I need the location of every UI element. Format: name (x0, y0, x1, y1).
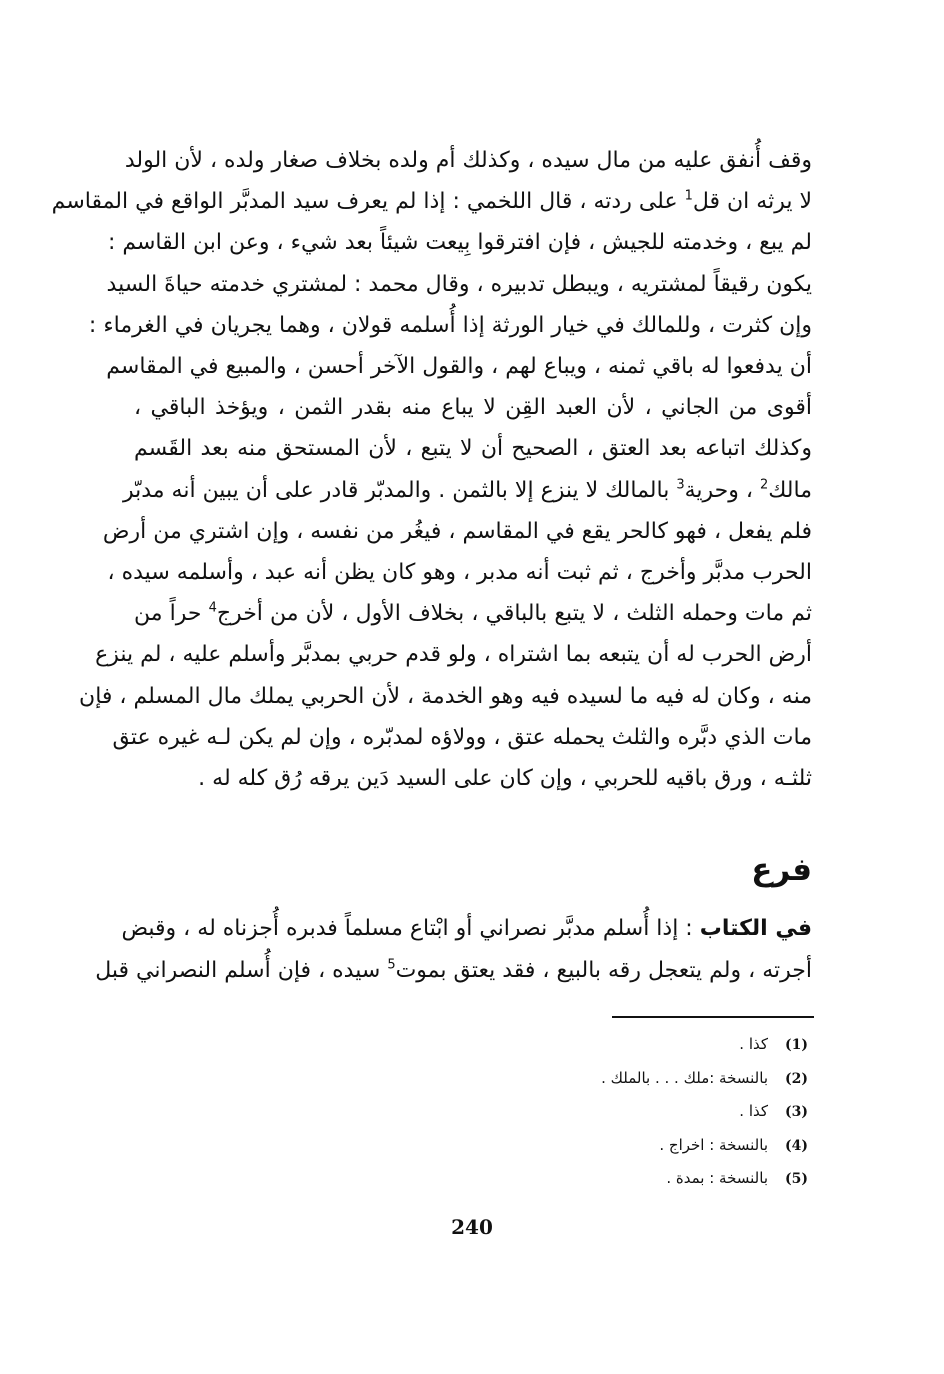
text-line-16: ثلثـه ، ورق باقيه للحربي ، وإن كان على السيد دَين يرقه رُق كله له . (198, 766, 812, 792)
footnote-text: بالنسخة : اخراج . (659, 1135, 768, 1154)
text-line-4: يكون رقيقاً لمشتريه ، ويبطل تدبيره ، وقال محمد : لمشتري خدمته حياةَ السيد (106, 271, 812, 297)
footnote-item (388, 1095, 808, 1129)
footnote-item (388, 1162, 808, 1196)
text-segment: سيده ، فإن أُسلم النصراني قبل (95, 958, 388, 983)
text-segment: مالك (768, 477, 812, 503)
section-line-1 (121, 908, 812, 950)
footnote-ref-2[interactable]: 2 (759, 477, 769, 493)
text-line-10: فلم يفعل ، فهو كالحر يقع في المقاسم ، فيغُر من نفسه ، وإن اشتري من أرض (102, 518, 812, 544)
footnote-text: بالنسخة : بمدة . (666, 1169, 768, 1187)
footnote-number: (3) (785, 1104, 808, 1120)
footnote-ref-4[interactable]: 4 (208, 600, 217, 616)
footnote-ref-5[interactable]: 5 (387, 957, 396, 973)
text-line-9 (122, 470, 812, 511)
footnote-ref-3[interactable]: 3 (676, 477, 685, 493)
text-segment: ثم مات وحمله الثلث ، لا يتبع بالباقي ، بخلاف الأول ، لأن من أخرج (216, 601, 812, 627)
source-label: في الكتاب (699, 916, 812, 941)
text-line-2 (51, 181, 812, 222)
text-line-15: مات الذي دبَّره والثلث يحمله عتق ، وولاؤه لمدبّره ، وإن لم يكن لـه غيره عتق (112, 724, 812, 750)
footnote-text: بالنسخة :ملك . . . بالملك . (601, 1068, 768, 1087)
text-line-13: أرض الحرب له أن يتبعه بما اشتراه ، ولو قدم حربي بمدبَّر وأسلم عليه ، لم ينزع (95, 642, 812, 668)
footnote-item (388, 1062, 808, 1096)
footnote-item (388, 1129, 808, 1163)
text-segment: أجرته ، ولم يتعجل رقه بالبيع ، فقد يعتق بموت (395, 958, 812, 983)
footnote-ref-1[interactable]: 1 (684, 188, 693, 204)
text-segment: على ردته ، قال اللخمي : إذا لم يعرف سيد المدبَّر الواقع في المقاسم (51, 189, 685, 215)
text-line-12 (134, 593, 812, 634)
section-heading: فرع (751, 852, 812, 888)
footnote-number: (2) (785, 1070, 808, 1087)
text-segment: : إذا أُسلم مدبَّر نصراني أو ابْتاع مسلماً فدبره أُجزناه له ، وقبض (121, 916, 700, 941)
footnotes-list (388, 1028, 808, 1196)
footnote-number: (4) (785, 1137, 808, 1154)
text-line-3: لم يبع ، وخدمته للجيش ، فإن افترقوا بِيعت شيئاً بعد شيء ، وعن ابن القاسم : (107, 230, 812, 256)
text-segment: حراً من (134, 601, 209, 627)
footnote-text: كذا . (739, 1035, 768, 1053)
text-line-8: وكذلك اتباعه بعد العتق ، الصحيح أن لا يتبع ، لأن المستحق منه بعد القَسم (134, 436, 812, 462)
footnote-text: كذا . (739, 1102, 768, 1120)
footnote-number: (5) (785, 1171, 808, 1187)
main-text-block (51, 140, 812, 799)
text-line-1: وقف أُنفق عليه من مال سيده ، وكذلك أم ولده بخلاف صغار ولده ، لأن الولد (124, 148, 812, 173)
text-line-7: أقوى من الجاني ، لأن العبد القِن لا يباع منه بقدر الثمن ، ويؤخذ الباقي ، (134, 395, 812, 421)
footnote-divider (612, 1016, 814, 1018)
text-line-14: منه ، وكان له فيه ما لسيده فيه وهو الخدمة ، لأن الحربي يملك مال المسلم ، فإن (79, 683, 812, 709)
footnote-item (388, 1028, 808, 1062)
page-number: 240 (451, 1215, 493, 1239)
text-line-11: الحرب مدبَّر وأخرج ، ثم ثبت أنه مدبر ، وهو كان يظن أنه عبد ، وأسلمه سيده ، (107, 560, 812, 586)
text-segment: لا يرثه ان قل (692, 189, 812, 215)
text-line-5: وإن كثرت ، وللمالك في خيار الورثة إذا أُسلمه قولان ، وهما يجريان في الغرماء : (88, 312, 812, 338)
section-line-2 (95, 950, 812, 992)
section-text-block (95, 908, 812, 992)
footnote-number: (1) (785, 1037, 808, 1053)
text-line-6: أن يدفعوا له باقي ثمنه ، ويباع لهم ، والقول الآخر أحسن ، والمبيع في المقاسم (106, 354, 812, 380)
text-segment: ، وحرية (684, 477, 760, 503)
text-segment: بالمالك لا ينزع إلا بالثمن . والمدبّر قادر على أن يبين أنه مدبّر (122, 477, 677, 503)
